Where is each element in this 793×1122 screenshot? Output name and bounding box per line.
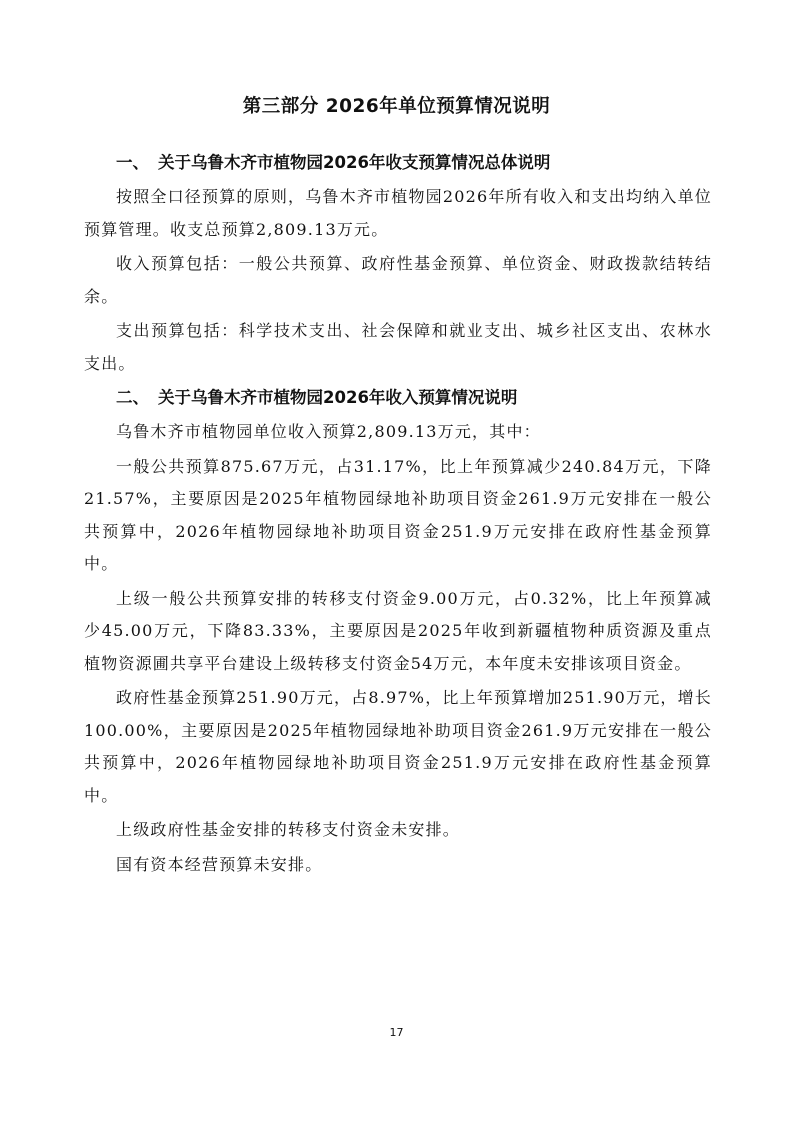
section-2-heading	[84, 382, 712, 414]
section-1-heading	[84, 147, 712, 179]
paragraph: 一般公共预算875.67万元，占31.17%，比上年预算减少240.84万元，下降21.57%，主要原因是2025年植物园绿地补助项目资金261.9万元安排在一般公共预算中，2026年植物园绿地补助项目资金251.9万元安排在政府性基金预算中。	[84, 456, 712, 573]
section-1-number: 一、	[116, 153, 149, 172]
paragraph: 国有资本经营预算未安排。	[116, 854, 323, 874]
paragraph: 收入预算包括：一般公共预算、政府性基金预算、单位资金、财政拨款结转结余。	[84, 254, 712, 306]
page-number: 17	[389, 1026, 404, 1039]
paragraph: 乌鲁木齐市植物园单位收入预算2,809.13万元，其中：	[116, 422, 541, 441]
paragraph: 上级一般公共预算安排的转移支付资金9.00万元，占0.32%，比上年预算减少45.00万元，下降83.33%，主要原因是2025年收到新疆植物种质资源及重点植物资源圃共享平台建设上级转移支付资金54万元，本年度未安排该项目资金。	[84, 588, 712, 673]
section-2-number: 二、	[116, 388, 149, 407]
section-1-title: 关于乌鲁木齐市植物园2026年收支预算情况总体说明	[158, 153, 551, 172]
paragraph: 政府性基金预算251.90万元，占8.97%，比上年预算增加251.90万元，增长100.00%，主要原因是2025年植物园绿地补助项目资金261.9万元安排在一般公共预算中，2026年植物园绿地补助项目资金251.9万元安排在政府性基金预算中。	[84, 688, 712, 805]
paragraph: 上级政府性基金安排的转移支付资金未安排。	[116, 820, 461, 839]
page-title: 第三部分 2026年单位预算情况说明	[242, 96, 551, 117]
document-body	[84, 147, 712, 883]
paragraph: 按照全口径预算的原则，乌鲁木齐市植物园2026年所有收入和支出均纳入单位预算管理。收支总预算2,809.13万元。	[84, 187, 712, 239]
section-2-title: 关于乌鲁木齐市植物园2026年收入预算情况说明	[158, 388, 518, 407]
paragraph: 支出预算包括：科学技术支出、社会保障和就业支出、城乡社区支出、农林水支出。	[84, 321, 712, 373]
